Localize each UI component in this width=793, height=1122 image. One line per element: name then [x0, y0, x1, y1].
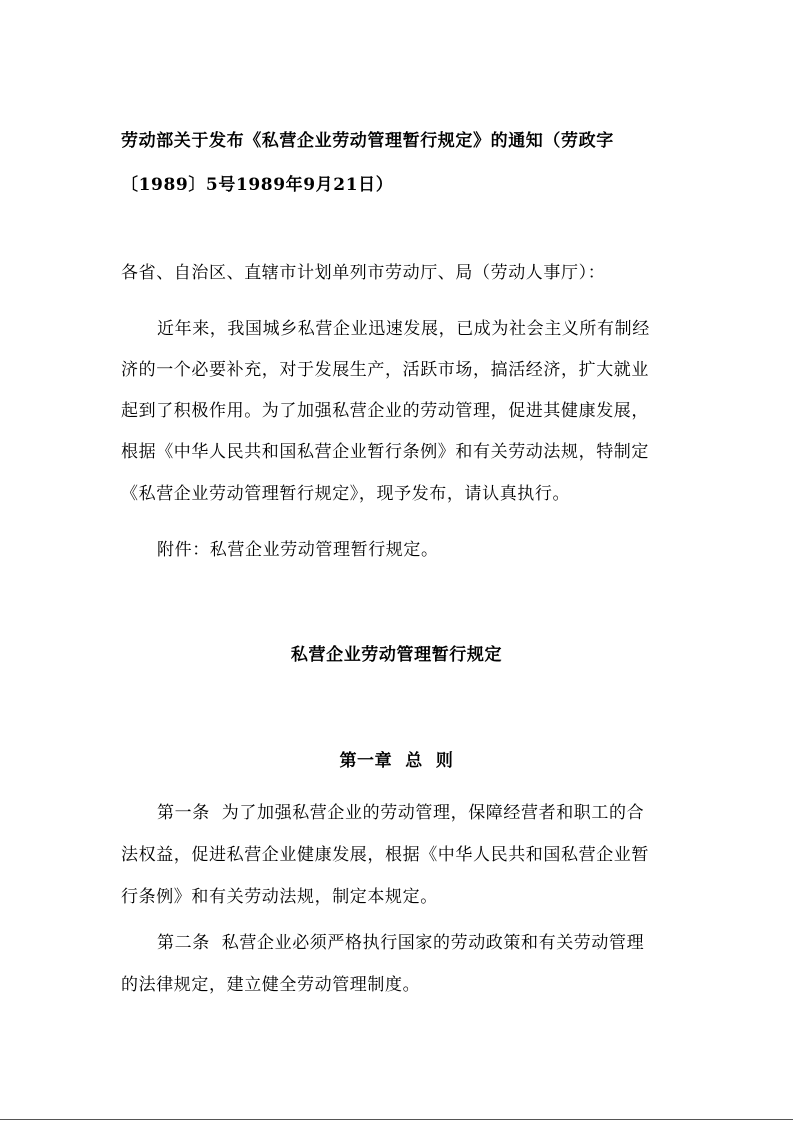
notice-body-line: 近年来，我国城乡私营企业迅速发展，已成为社会主义所有制经 [157, 319, 650, 339]
notice-title-line-1: 劳动部关于发布《私营企业劳动管理暂行规定》的通知（劳政字 [121, 131, 614, 151]
regulation-title: 私营企业劳动管理暂行规定 [290, 645, 503, 665]
notice-attachment: 附件：私营企业劳动管理暂行规定。 [157, 540, 439, 560]
article-2-line: 的法律规定，建立健全劳动管理制度。 [121, 975, 421, 995]
article-1-line: 法权益，促进私营企业健康发展，根据《中华人民共和国私营企业暂 [121, 845, 649, 865]
notice-body-line: 济的一个必要补充，对于发展生产，活跃市场，搞活经济，扩大就业 [121, 360, 649, 380]
article-2-line: 第二条 私营企业必须严格执行国家的劳动政策和有关劳动管理 [157, 933, 645, 953]
article-1-line: 行条例》和有关劳动法规，制定本规定。 [121, 887, 438, 907]
chapter-1-heading: 第一章 总 则 [339, 751, 454, 771]
notice-addressee: 各省、自治区、直辖市计划单列市劳动厅、局（劳动人事厅）： [121, 263, 606, 283]
notice-body-line: 《私营企业劳动管理暂行规定》，现予发布，请认真执行。 [121, 484, 571, 504]
article-1-line: 第一条 为了加强私营企业的劳动管理，保障经营者和职工的合 [157, 803, 645, 823]
notice-body-line: 根据《中华人民共和国私营企业暂行条例》和有关劳动法规，特制定 [121, 442, 649, 462]
notice-title-line-2: 〔1989〕5号1989年9月21日） [121, 175, 394, 195]
notice-body-line: 起到了积极作用。为了加强私营企业的劳动管理，促进其健康发展， [121, 401, 649, 421]
page-bottom-divider [0, 1119, 793, 1120]
